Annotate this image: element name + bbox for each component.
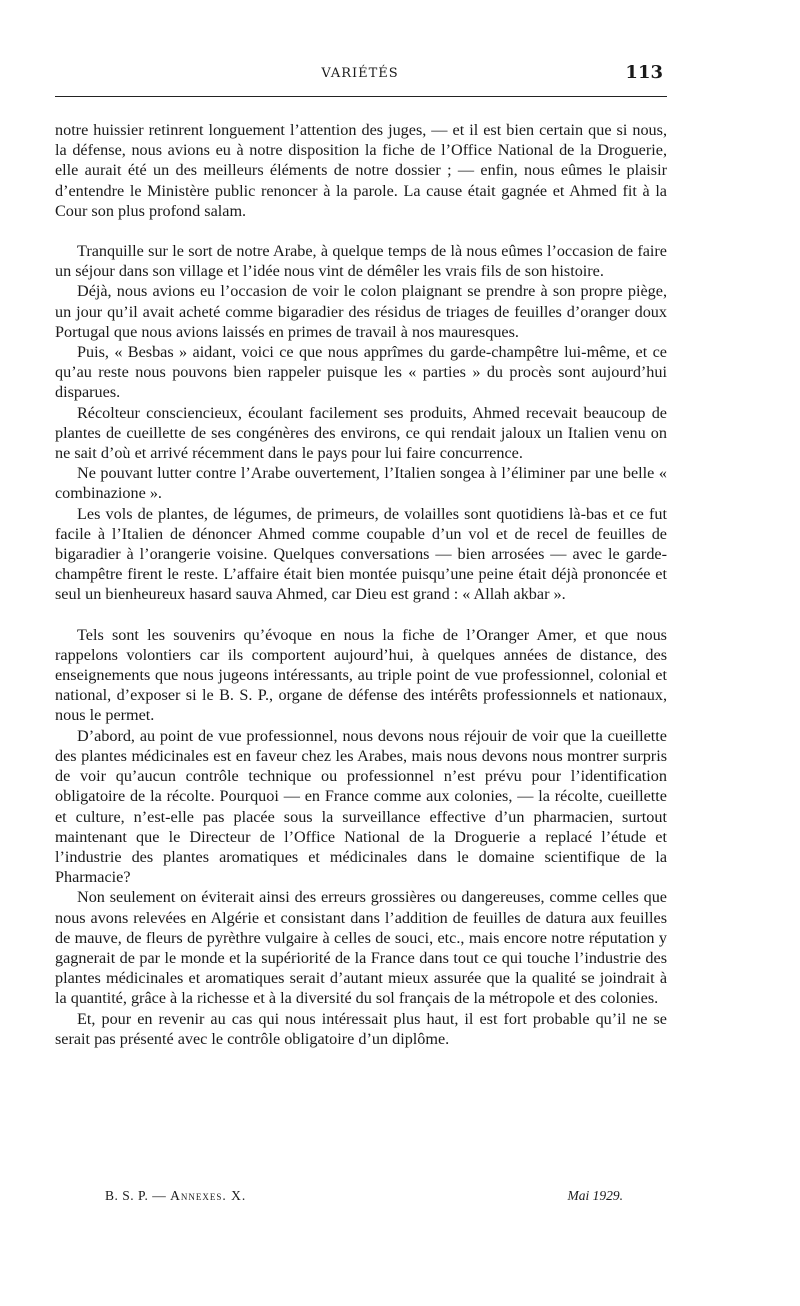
running-title: VARIÉTÉS [321, 66, 399, 81]
paragraph: D’abord, au point de vue professionnel, nous devons nous réjouir de voir que la cueillette des plantes médicinales est en faveur chez les Arabes, mais nous devons nous montrer surpris de voir qu’aucun contrôle technique ou professionnel n’est prévu pour l’identification obligatoire de la récolte. Pourquoi — en France comme aux colonies, — la récolte, cueillette et culture, n’est-elle pas placée sous la surveillance effective d’un pharmacien, surtout maintenant que le Directeur de l’Office National de la Droguerie a replacé l’étude et l’industrie des plantes aromatiques et médicinales dans le domaine scientifique de la Pharmacie? [55, 726, 667, 887]
paragraph: Déjà, nous avions eu l’occasion de voir le colon plaignant se prendre à son propre piège, un jour qu’il avait acheté comme bigaradier des résidus de triages de feuilles d’oranger doux Portugal que nous avions laissés en primes de travail à nos mauresques. [55, 282, 667, 341]
paragraph: Puis, « Besbas » aidant, voici ce que nous apprîmes du garde-champêtre lui-même, et ce qu’au reste nous pouvons bien rappeler puisque les « parties » du procès sont aujourd’hui disparues. [55, 343, 667, 402]
paragraph: Et, pour en revenir au cas qui nous intéressait plus haut, il est fort probable qu’il ne se serait pas présenté avec le contrôle obligatoire d’un diplôme. [55, 1009, 667, 1048]
paragraph: Récolteur consciencieux, écoulant facilement ses produits, Ahmed recevait beaucoup de plantes de cueillette de ses congénères des environs, ce qui rendait jaloux un Italien venu on ne sait d’où et arrivé récemment dans le pays pour lui faire concurrence. [55, 403, 667, 463]
paragraph: Ne pouvant lutter contre l’Arabe ouvertement, l’Italien songea à l’éliminer par une belle « combinazione ». [55, 464, 667, 503]
header-rule [55, 96, 667, 97]
paragraph: notre huissier retinrent longuement l’attention des juges, — et il est bien certain que si nous, la défense, nous avions eu à notre disposition la fiche de l’Office National de la Droguerie, elle aurait été un des meilleurs éléments de notre dossier ; — enfin, nous eûmes le plaisir d’entendre le Ministère public renoncer à la parole. La cause était gagnée et Ahmed fit à la Cour son plus profond salam. [55, 121, 667, 220]
paragraph: Tranquille sur le sort de notre Arabe, à quelque temps de là nous eûmes l’occasion de faire un séjour dans son village et l’idée nous vint de démêler les vrais fils de son histoire. [55, 242, 667, 281]
footer-journal [105, 1188, 246, 1204]
footer-date: Mai 1929. [567, 1188, 623, 1203]
paragraph: Non seulement on éviterait ainsi des erreurs grossières ou dangereuses, comme celles que nous avons relevées en Algérie et consistant dans l’addition de feuilles de datura aux feuilles de mauve, de fleurs de pyrèthre vulgaire à celles de souci, etc., mais encore notre réputation y gagnerait de par le monde et la supériorité de la France dans tout ce qui touche l’industrie des plantes médicinales et aromatiques serait d’autant mieux assurée que la qualité se joindrait à la quantité, grâce à la richesse et à la diversité du sol français de la métropole et des colonies. [55, 888, 667, 1008]
paragraph: Les vols de plantes, de légumes, de primeurs, de volailles sont quotidiens là-bas et ce fut facile à l’Italien de dénoncer Ahmed comme coupable d’un vol et de recel de feuilles de bigaradier à l’orangerie voisine. Quelques conversations — bien arrosées — avec le garde-champêtre firent le reste. L’affaire était bien montée puisqu’une peine était déjà prononcée et seul un bienheureux hasard sauva Ahmed, car Dieu est grand : « Allah akbar ». [55, 504, 667, 604]
footer-annexes: Annexes. X. [170, 1188, 247, 1203]
body-text [55, 120, 667, 1049]
page-header [55, 62, 665, 88]
footer-journal-abbrev: B. S. P. — [105, 1188, 167, 1203]
page-number: 113 [625, 62, 663, 83]
paragraph: Tels sont les souvenirs qu’évoque en nous la fiche de l’Oranger Amer, et que nous rappelons volontiers car ils comportent aujourd’hui, à quelques années de distance, des enseignements que nous jugeons intéressants, au triple point de vue professionnel, colonial et national, d’exposer si le B. S. P., organe de défense des intérêts professionnels et nationaux, nous le permet. [55, 625, 667, 725]
